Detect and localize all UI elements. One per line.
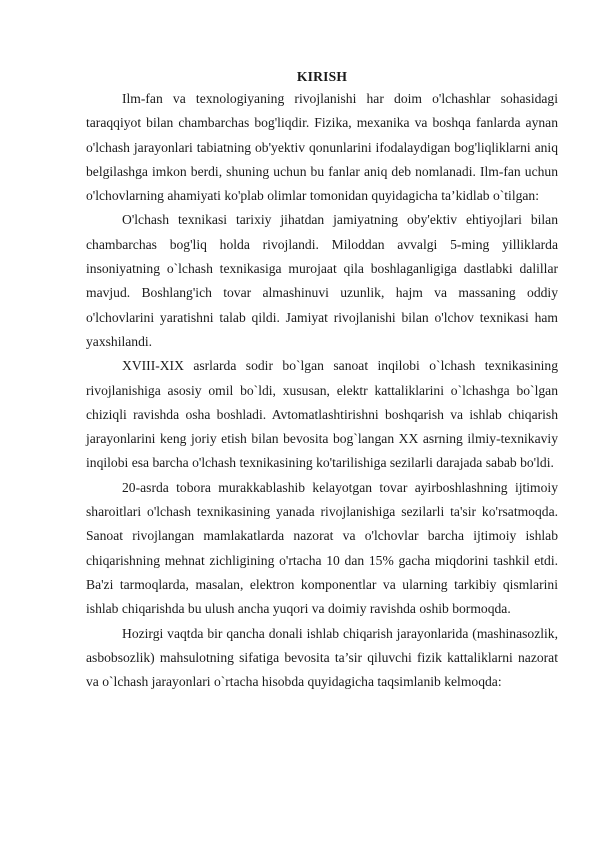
document-page [86,66,558,694]
paragraph-3: XVIII-XIX asrlarda sodir bo`lgan sanoat inqilobi o`lchash texnikasining rivojlanishiga asosiy omil bo`ldi, xususan, elektr kattaliklarini o`lchashga bo`lgan chiziqli ravishda osha boshladi. Avtomatlashtirishni boshqarish va ishlab chiqarish jarayonlarini keng joriy etish bilan bevosita bog`langan XX asrning ilmiy-texnikaviy inqilobi esa barcha o'lchash texnikasining ko'tarilishiga sezilarli darajada sabab bo'ldi. [86,358,558,471]
paragraph-4: 20-asrda tobora murakkablashib kelayotgan tovar ayirboshlashning ijtimoiy sharoitlari o'lchash texnikasining yanada rivojlanishiga sezilarli ta'sir ko'rsatmoqda. Sanoat rivojlangan mamlakatlarda nazorat va o'lchovlar barcha ijtimoiy ishlab chiqarishning mehnat zichligining o'rtacha 10 dan 15% gacha miqdorini tashkil etdi. Ba'zi tarmoqlarda, masalan, elektron komponentlar va ularning tarkibiy qismlarini ishlab chiqarishda bu ulush ancha yuqori va doimiy ravishda oshib bormoqda. [86,479,558,617]
paragraph-2: O'lchash texnikasi tarixiy jihatdan jamiyatning oby'ektiv ehtiyojlari bilan chambarchas bog'liq holda rivojlandi. Miloddan avvalgi 5-ming yilliklarda insoniyatning o`lchash texnikasiga murojaat qila boshlaganligiga dastlabki dalillar mavjud. Boshlang'ich tovar almashinuvi uzunlik, hajm va massaning oddiy o'lchovlarini yaratishni talab qildi. Jamiyat rivojlanishi bilan o'lchov texnikasi ham yaxshilandi. [86,212,558,349]
paragraph-5: Hozirgi vaqtda bir qancha donali ishlab chiqarish jarayonlarida (mashinasozlik, asbobsozlik) mahsulotning sifatiga bevosita ta’sir qiluvchi fizik kattaliklarni nazorat va o`lchash jarayonlari o`rtacha hisobda quyidagicha taqsimlanib kelmoqda: [86,625,558,690]
paragraph-1: Ilm-fan va texnologiyaning rivojlanishi har doim o'lchashlar sohasidagi taraqqiyot bilan chambarchas bog'liqdir. Fizika, mexanika va boshqa fanlarda aynan o'lchash jarayonlari tabiatning ob'yektiv qonunlarini ifodalaydigan bog'liqliklarni aniq belgilashga imkon berdi, shuning uchun bu fanlar aniq deb nomlanadi. Ilm-fan uchun o'lchovlarning ahamiyati ko'plab olimlar tomonidan quyidagicha ta’kidlab o`tilgan: [86,91,558,204]
document-title: KIRISH [296,69,348,84]
